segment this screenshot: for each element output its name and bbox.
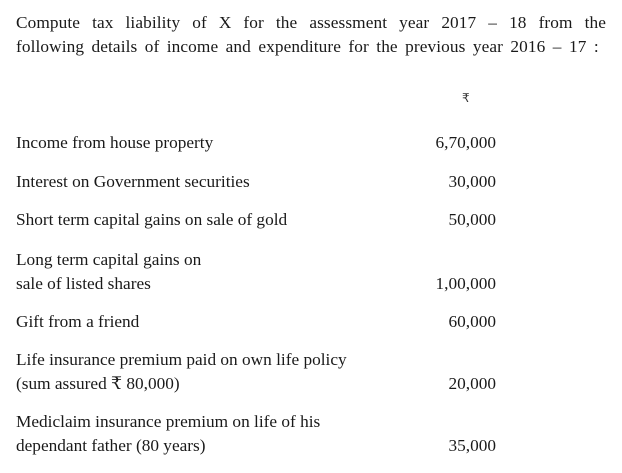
item-amount: 50,000 <box>448 210 496 229</box>
item-row-mediclaim-premium <box>16 410 496 457</box>
item-row-life-insurance-premium <box>16 348 496 395</box>
item-row-gift-from-friend <box>16 310 496 334</box>
item-label: Interest on Government securities <box>16 172 250 191</box>
item-row-house-property <box>16 131 496 155</box>
item-label-line1: Mediclaim insurance premium on life of his <box>16 412 321 431</box>
rupee-currency-header: ₹ <box>462 91 470 105</box>
item-amount: 35,000 <box>448 435 496 455</box>
item-row-govt-securities-interest <box>16 170 496 194</box>
item-label-line1: Long term capital gains on <box>16 250 202 269</box>
question-intro: Compute tax liability of X for the assessment year 2017 – 18 from the following details of income and expenditure for the previous year 2016 – 17 : <box>16 13 606 56</box>
item-amount: 1,00,000 <box>435 273 496 293</box>
item-label: Short term capital gains on sale of gold <box>16 210 288 229</box>
item-label: Income from house property <box>16 133 214 152</box>
item-row-ltcg-listed-shares <box>16 248 496 295</box>
item-label-line1: Life insurance premium paid on own life policy <box>16 350 347 369</box>
item-amount: 6,70,000 <box>435 133 496 152</box>
item-label: Gift from a friend <box>16 312 140 331</box>
item-amount: 60,000 <box>448 312 496 331</box>
item-label-line2: sale of listed shares <box>16 273 151 293</box>
item-row-stcg-gold <box>16 208 496 232</box>
item-amount: 30,000 <box>448 172 496 191</box>
item-label-line2: dependant father (80 years) <box>16 435 206 455</box>
item-label-line2: (sum assured ₹ 80,000) <box>16 373 180 393</box>
item-amount: 20,000 <box>448 373 496 393</box>
